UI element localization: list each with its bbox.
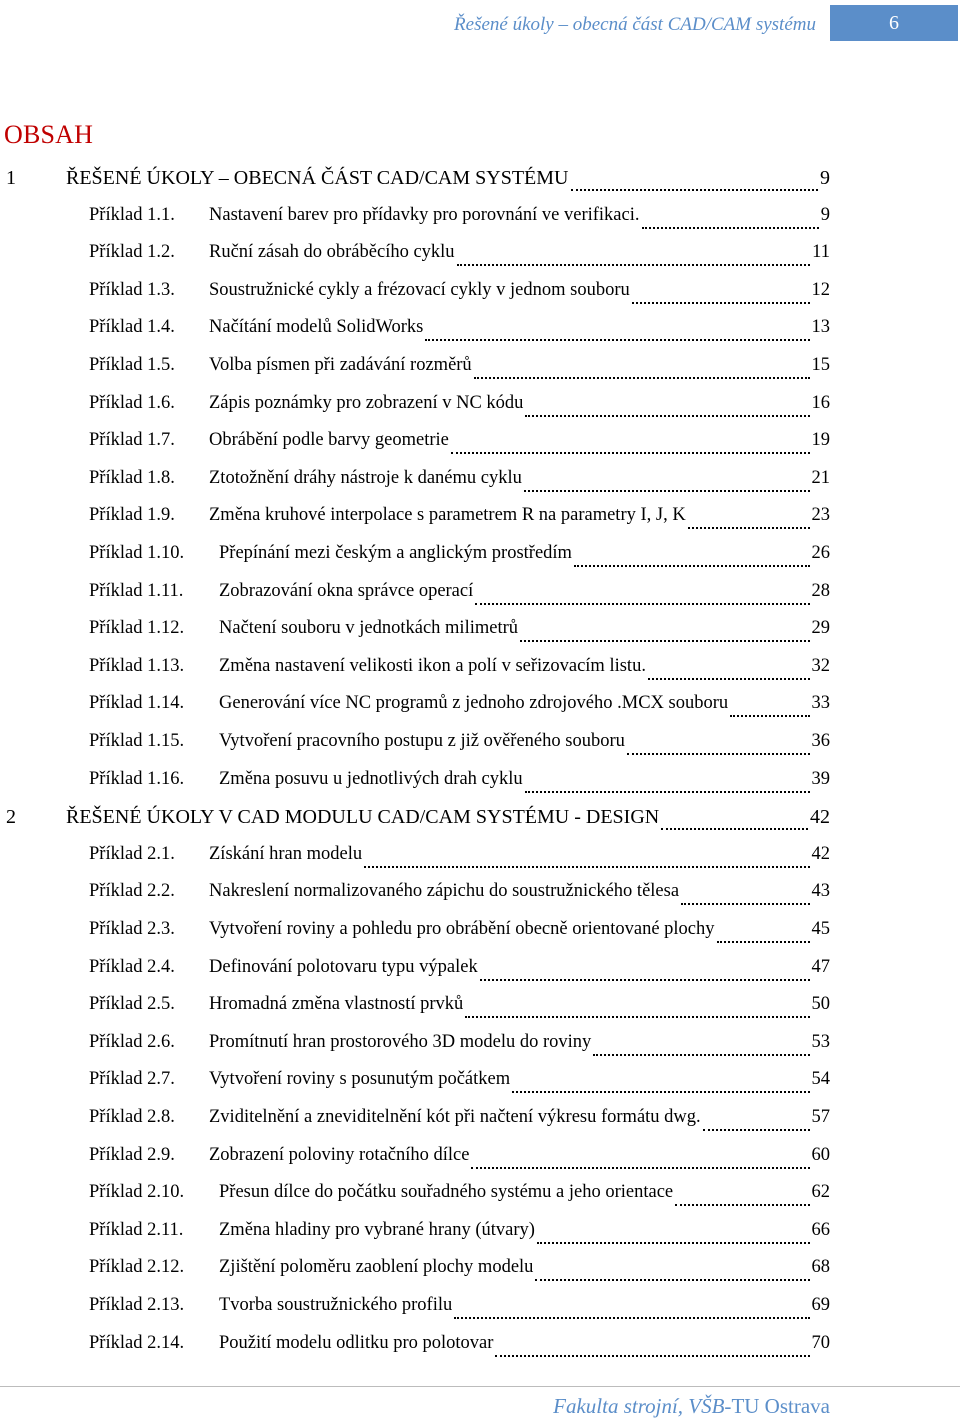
toc-entry-number: Příklad 1.9. <box>89 505 175 526</box>
toc-entry-number: Příklad 1.5. <box>89 355 175 375</box>
toc-item-row[interactable] <box>0 1107 830 1137</box>
toc-dot-leader <box>688 526 810 529</box>
toc-dot-leader <box>717 940 810 943</box>
toc-dot-leader <box>703 1128 810 1131</box>
toc-entry-title: Soustružnické cykly a frézovací cykly v jednom souboru <box>209 279 630 300</box>
toc-entry-title: Změna nastavení velikosti ikon a polí v seřizovacím listu. <box>219 655 646 676</box>
toc-entry-number: Příklad 2.14. <box>89 1332 185 1353</box>
toc-entry-number: Příklad 1.13. <box>89 655 185 676</box>
toc-entry-title: Vytvoření roviny a pohledu pro obrábění obecně orientované plochy <box>209 919 715 939</box>
toc-entry-title: Vytvoření roviny s posunutým počátkem <box>209 1069 511 1090</box>
toc-entry-title: Získání hran modelu <box>209 843 363 864</box>
toc-dot-leader <box>675 1203 809 1206</box>
toc-entry-page: 42 <box>811 843 830 864</box>
toc-dot-leader <box>627 752 810 755</box>
toc-entry-page: 36 <box>811 731 830 751</box>
footer-divider <box>0 1386 960 1387</box>
toc-dot-leader <box>475 602 809 605</box>
toc-entry-title: Nakreslení normalizovaného zápichu do soustružnického tělesa <box>209 881 680 902</box>
toc-dot-leader <box>480 978 810 981</box>
toc-entry-page: 11 <box>812 242 830 263</box>
toc-item-row[interactable] <box>0 505 830 535</box>
toc-entry-page: 66 <box>811 1219 830 1240</box>
toc-entry-title: Obrábění podle barvy geometrie <box>209 430 449 451</box>
toc-dot-leader <box>471 1166 809 1169</box>
toc-entry-number: Příklad 1.6. <box>89 392 175 413</box>
toc-entry-title: Ztotožnění dráhy nástroje k danému cyklu <box>209 467 522 488</box>
toc-dot-leader <box>524 489 810 492</box>
toc-item-row[interactable] <box>0 355 830 385</box>
toc-entry-number: Příklad 2.7. <box>89 1069 175 1090</box>
toc-item-row[interactable] <box>0 656 830 686</box>
toc-item-row[interactable] <box>0 618 830 648</box>
toc-item-row[interactable] <box>0 693 830 723</box>
toc-dot-leader <box>457 263 811 266</box>
toc-heading: OBSAH <box>4 120 94 149</box>
toc-dot-leader <box>661 827 808 830</box>
toc-entry-page: 54 <box>811 1069 830 1090</box>
toc-entry-page: 16 <box>811 392 830 413</box>
toc-dot-leader <box>571 188 819 191</box>
toc-entry-title: Vytvoření pracovního postupu z již ověřeného souboru <box>219 731 625 751</box>
toc-dot-leader <box>454 1316 809 1319</box>
toc-entry-title: Zápis poznámky pro zobrazení v NC kódu <box>209 392 524 413</box>
toc-entry-page: 15 <box>811 355 830 375</box>
toc-dot-leader <box>465 1015 809 1018</box>
toc-item-row[interactable] <box>0 430 830 460</box>
toc-entry-page: 9 <box>820 167 830 189</box>
toc-entry-title: Nastavení barev pro přídavky pro porovnání ve verifikaci. <box>209 204 640 225</box>
toc-entry-number: Příklad 2.13. <box>89 1295 185 1315</box>
toc-item-row[interactable] <box>0 881 830 911</box>
toc-entry-page: 29 <box>811 618 830 639</box>
toc-entry-page: 28 <box>811 580 830 601</box>
toc-dot-leader <box>593 1053 809 1056</box>
toc-dot-leader <box>451 451 810 454</box>
toc-item-row[interactable] <box>0 317 830 347</box>
toc-item-row[interactable] <box>0 1145 830 1175</box>
toc-entry-page: 13 <box>811 317 830 338</box>
toc-entry-number: Příklad 1.4. <box>89 317 175 338</box>
toc-entry-page: 62 <box>811 1182 830 1203</box>
toc-entry-page: 9 <box>820 204 830 225</box>
toc-dot-leader <box>474 376 810 379</box>
toc-dot-leader <box>364 865 809 868</box>
toc-entry-page: 53 <box>811 1031 830 1052</box>
toc-entry-number: Příklad 1.2. <box>89 242 175 263</box>
toc-dot-leader <box>632 301 810 304</box>
toc-item-row[interactable] <box>0 581 830 611</box>
toc-item-row[interactable] <box>0 957 830 987</box>
toc-entry-title: ŘEŠENÉ ÚKOLY V CAD MODULU CAD/CAM SYSTÉMU - DESIGN <box>66 806 660 829</box>
toc-entry-page: 50 <box>811 994 830 1015</box>
toc-entry-number: Příklad 1.3. <box>89 279 175 300</box>
toc-entry-number: Příklad 2.8. <box>89 1107 175 1127</box>
toc-dot-leader <box>537 1241 810 1244</box>
toc-entry-number: Příklad 1.14. <box>89 693 185 714</box>
toc-entry-title: Načtení souboru v jednotkách milimetrů <box>219 618 519 639</box>
toc-entry-page: 60 <box>811 1144 830 1165</box>
toc-entry-page: 57 <box>811 1107 830 1127</box>
toc-item-row[interactable] <box>0 1220 830 1250</box>
toc-dot-leader <box>520 639 809 642</box>
toc-item-row[interactable] <box>0 1069 830 1099</box>
toc-dot-leader <box>525 790 810 793</box>
running-header-title: Řešené úkoly – obecná část CAD/CAM systému <box>454 14 816 35</box>
toc-item-row[interactable] <box>0 731 830 761</box>
toc-item-row[interactable] <box>0 994 830 1024</box>
toc-dot-leader <box>425 338 809 341</box>
toc-entry-title: Zviditelnění a zneviditelnění kót při načtení výkresu formátu dwg. <box>209 1107 701 1127</box>
toc-item-row[interactable] <box>0 1182 830 1212</box>
toc-entry-title: Hromadná změna vlastností prvků <box>209 994 464 1015</box>
toc-entry-number: Příklad 2.3. <box>89 919 175 939</box>
toc-entry-number: Příklad 1.12. <box>89 618 185 639</box>
toc-entry-number: Příklad 2.5. <box>89 994 175 1015</box>
toc-entry-title: Definování polotovaru typu výpalek <box>209 956 478 977</box>
toc-dot-leader <box>681 902 809 905</box>
toc-entry-title: Přepínání mezi českým a anglickým prostředím <box>219 543 572 563</box>
toc-entry-number: Příklad 2.6. <box>89 1031 175 1052</box>
toc-entry-page: 23 <box>811 505 830 526</box>
toc-item-row[interactable] <box>0 543 830 573</box>
toc-entry-number: Příklad 2.12. <box>89 1257 185 1278</box>
toc-entry-page: 12 <box>811 279 830 300</box>
toc-item-row[interactable] <box>0 280 830 310</box>
footer-university: TU Ostrava <box>731 1394 830 1418</box>
toc-item-row[interactable] <box>0 1257 830 1287</box>
toc-entry-page: 39 <box>811 768 830 789</box>
toc-entry-title: Použití modelu odlitku pro polotovar <box>219 1332 494 1353</box>
toc-entry-number: Příklad 2.1. <box>89 843 175 864</box>
toc-entry-number: Příklad 1.10. <box>89 543 185 563</box>
toc-entry-page: 68 <box>811 1257 830 1278</box>
toc-entry-page: 42 <box>810 806 830 829</box>
toc-entry-number: Příklad 2.4. <box>89 956 175 977</box>
toc-entry-page: 69 <box>811 1295 830 1315</box>
toc-chapter-row[interactable] <box>0 167 830 197</box>
toc-item-row[interactable] <box>0 1333 830 1363</box>
toc-entry-page: 70 <box>811 1332 830 1353</box>
footer-faculty: Fakulta strojní, VŠB- <box>553 1394 732 1418</box>
toc-entry-page: 19 <box>811 430 830 451</box>
toc-entry-page: 43 <box>811 881 830 902</box>
toc-entry-number: Příklad 1.7. <box>89 430 175 451</box>
toc-entry-title: Ruční zásah do obráběcího cyklu <box>209 242 455 263</box>
toc-entry-title: ŘEŠENÉ ÚKOLY – OBECNÁ ČÁST CAD/CAM SYSTÉMU <box>66 167 569 189</box>
toc-dot-leader <box>574 564 810 567</box>
toc-dot-leader <box>730 714 809 717</box>
toc-item-row[interactable] <box>0 844 830 874</box>
toc-dot-leader <box>512 1090 809 1093</box>
toc-dot-leader <box>525 414 809 417</box>
toc-item-row[interactable] <box>0 205 830 235</box>
toc-entry-title: Zjištění poloměru zaoblení plochy modelu <box>219 1257 534 1278</box>
toc-entry-page: 21 <box>811 467 830 488</box>
toc-entry-title: Tvorba soustružnického profilu <box>219 1295 453 1315</box>
toc-chapter-row[interactable] <box>0 806 830 836</box>
toc-item-row[interactable] <box>0 769 830 799</box>
toc-entry-number: 1 <box>6 167 16 189</box>
toc-entry-number: Příklad 2.11. <box>89 1219 184 1240</box>
toc-entry-number: Příklad 1.1. <box>89 204 175 225</box>
footer <box>430 1394 830 1419</box>
toc-entry-page: 32 <box>811 655 830 676</box>
toc-entry-number: Příklad 2.2. <box>89 881 175 902</box>
toc-entry-title: Přesun dílce do počátku souřadného systému a jeho orientace <box>219 1182 674 1203</box>
toc-item-row[interactable] <box>0 1032 830 1062</box>
toc-entry-number: 2 <box>6 806 16 829</box>
toc-entry-title: Promítnutí hran prostorového 3D modelu do roviny <box>209 1031 592 1052</box>
toc-entry-page: 45 <box>811 919 830 939</box>
toc-entry-title: Zobrazení poloviny rotačního dílce <box>209 1144 470 1165</box>
toc-entry-number: Příklad 1.8. <box>89 467 175 488</box>
toc-entry-number: Příklad 2.9. <box>89 1144 175 1165</box>
toc-item-row[interactable] <box>0 242 830 272</box>
toc-entry-page: 47 <box>811 956 830 977</box>
toc-entry-title: Změna hladiny pro vybrané hrany (útvary) <box>219 1219 535 1240</box>
page-number-box <box>830 5 958 41</box>
toc-entry-page: 33 <box>811 693 830 714</box>
toc-entry-page: 26 <box>811 543 830 563</box>
toc-entry-title: Volba písmen při zadávání rozměrů <box>209 355 472 375</box>
toc-entry-number: Příklad 1.16. <box>89 768 185 789</box>
toc-entry-title: Načítání modelů SolidWorks <box>209 317 424 338</box>
toc-entry-number: Příklad 1.15. <box>89 731 185 751</box>
toc-item-row[interactable] <box>0 468 830 498</box>
toc-entry-number: Příklad 2.10. <box>89 1182 185 1203</box>
toc-entry-title: Zobrazování okna správce operací <box>219 580 474 601</box>
toc-entry-title: Změna kruhové interpolace s parametrem R na parametry I, J, K <box>209 505 686 526</box>
toc-entry-number: Příklad 1.11. <box>89 580 184 601</box>
toc-item-row[interactable] <box>0 1295 830 1325</box>
toc-item-row[interactable] <box>0 919 830 949</box>
toc-dot-leader <box>648 677 810 680</box>
page-number: 6 <box>889 11 899 34</box>
toc-entry-title: Generování více NC programů z jednoho zdrojového .MCX souboru <box>219 693 729 714</box>
toc-dot-leader <box>495 1354 809 1357</box>
toc-item-row[interactable] <box>0 393 830 423</box>
toc-dot-leader <box>642 226 819 229</box>
toc-entry-title: Změna posuvu u jednotlivých drah cyklu <box>219 768 523 789</box>
toc-dot-leader <box>535 1278 809 1281</box>
